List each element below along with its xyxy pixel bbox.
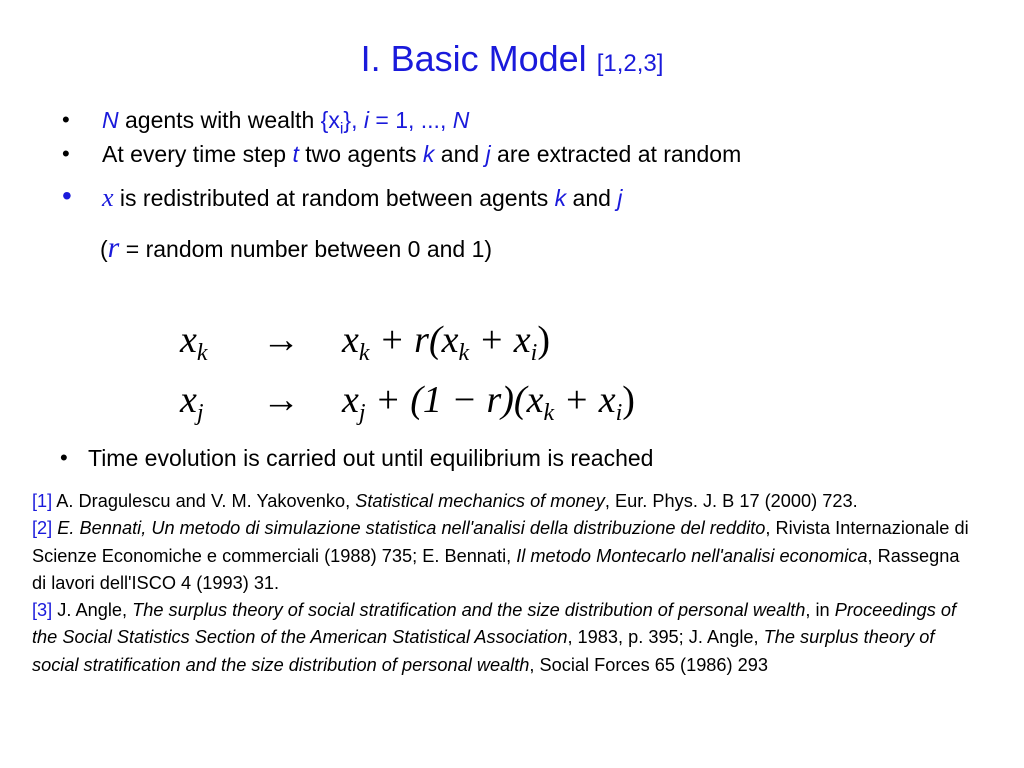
reference-2: [2] E. Bennati, Un metodo di simulazione statistica nell'analisi della distribuzione del reddito, Rivista Internazionale di Scienze Economiche e commerciali (1988) 735; E. Bennati, Il metodo Montecarlo nell'analisi economica, Rassegna di lavori dell'ISCO 4 (1993) 31. [32,518,969,593]
bullet-icon: • [62,180,72,211]
reference-1: [1] A. Dragulescu and V. M. Yakovenko, Statistical mechanics of money, Eur. Phys. J. B 17 (2000) 723. [32,491,858,511]
bullet-agents: N agents with wealth $\{x_i\}$, i = 1, ..., N [102,107,470,138]
bullet-time-step: At every time step t two agents k and j are extracted at random [102,141,742,167]
reference-3: [3] J. Angle, The surplus theory of social stratification and the size distribution of personal wealth, in Proceedings of the Social Statistics Section of the American Statistical Association, 1983, p. 395; J. Angle, The surplus theory of social stratification and the size distribution of personal wealth, Social Forces 65 (1986) 293 [32,600,957,675]
bullet-icon: • [62,141,70,166]
bullet-icon: • [60,445,68,470]
references [32,488,972,679]
slide-title [0,38,1024,80]
title-main: I. Basic Model [360,38,587,79]
update-equations: $x_k$ → $x_k + r(x_k + x_i)$ $x_j$ → $x_j + (1 - r)(x_k + x_i)$ [180,319,635,426]
bullet-icon: • [62,107,70,132]
title-refs: [1,2,3] [596,50,664,77]
bullet-redistribution: x is redistributed at random between agents k and j [102,183,623,212]
bullet-equilibrium: Time evolution is carried out until equilibrium is reached [88,445,654,471]
random-number-note: (r = random number between 0 and 1) [100,231,493,264]
